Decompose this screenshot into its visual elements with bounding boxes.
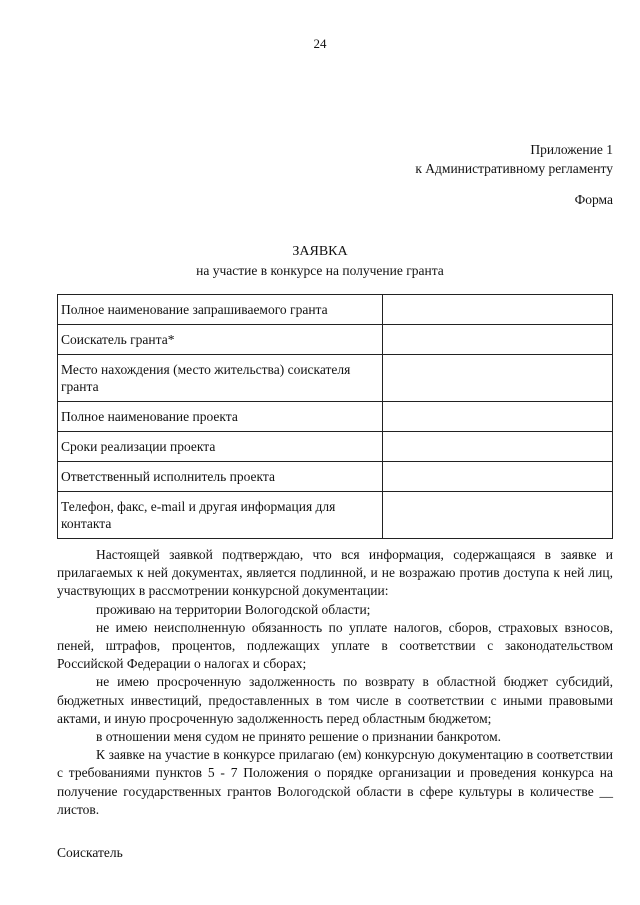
row-label: Полное наименование проекта (58, 402, 383, 432)
page-number: 24 (313, 36, 327, 51)
row-value (383, 355, 613, 402)
form-label: Форма (574, 192, 613, 207)
row-label: Соискатель гранта* (58, 325, 383, 355)
document-subtitle: на участие в конкурсе на получение гранта (196, 263, 444, 278)
application-table (57, 294, 613, 539)
paragraph: не имею просроченную задолженность по возврату в областной бюджет субсидий, бюджетных инвестиций, предоставленных в том числе в соответствии с иными правовыми актами, и иную просроченную задолженность перед областным бюджетом; (57, 674, 613, 726)
row-label: Сроки реализации проекта (58, 432, 383, 462)
row-label: Ответственный исполнитель проекта (58, 462, 383, 492)
row-label: Полное наименование запрашиваемого гранта (58, 295, 383, 325)
appendix-line-2: к Административному регламенту (415, 161, 613, 176)
table-row (58, 492, 613, 539)
paragraph: Настоящей заявкой подтверждаю, что вся информация, содержащаяся в заявке и прилагаемых к ней документах, является подлинной, и не возражаю против доступа к ней лиц, участвующих в рассмотрении конкурсной документации: (57, 547, 613, 599)
paragraph: проживаю на территории Вологодской области; (96, 601, 371, 617)
row-label: Место нахождения (место жительства) соискателя гранта (58, 355, 383, 402)
row-value (383, 462, 613, 492)
row-value (383, 402, 613, 432)
document-title: ЗАЯВКА (292, 244, 348, 259)
paragraph: в отношении меня судом не принято решение о признании банкротом. (96, 729, 502, 745)
table-row (58, 355, 613, 402)
row-label: Телефон, факс, e-mail и другая информация для контакта (58, 492, 383, 539)
row-value (383, 325, 613, 355)
appendix-header (415, 140, 613, 178)
table-row (58, 432, 613, 462)
appendix-line-1: Приложение 1 (530, 142, 613, 157)
signature-label: Соискатель (57, 845, 123, 860)
row-value (383, 492, 613, 539)
paragraph: не имею неисполненную обязанность по уплате налогов, сборов, страховых взносов, пеней, штрафов, процентов, подлежащих уплате в соответствии с законодательством Российской Федерации о налогах и сборах; (57, 619, 613, 672)
table-row (58, 402, 613, 432)
row-value (383, 432, 613, 462)
paragraph: К заявке на участие в конкурсе прилагаю (ем) конкурсную документацию в соответствии с требованиями пунктов 5 - 7 Положения о порядке организации и проведения конкурса на получение государственных грантов Вологодской области в сфере культуры в количестве __ листов. (57, 747, 613, 817)
table-row (58, 295, 613, 325)
table-row (58, 325, 613, 355)
row-value (383, 295, 613, 325)
table-row (58, 462, 613, 492)
declaration-text (57, 546, 613, 819)
